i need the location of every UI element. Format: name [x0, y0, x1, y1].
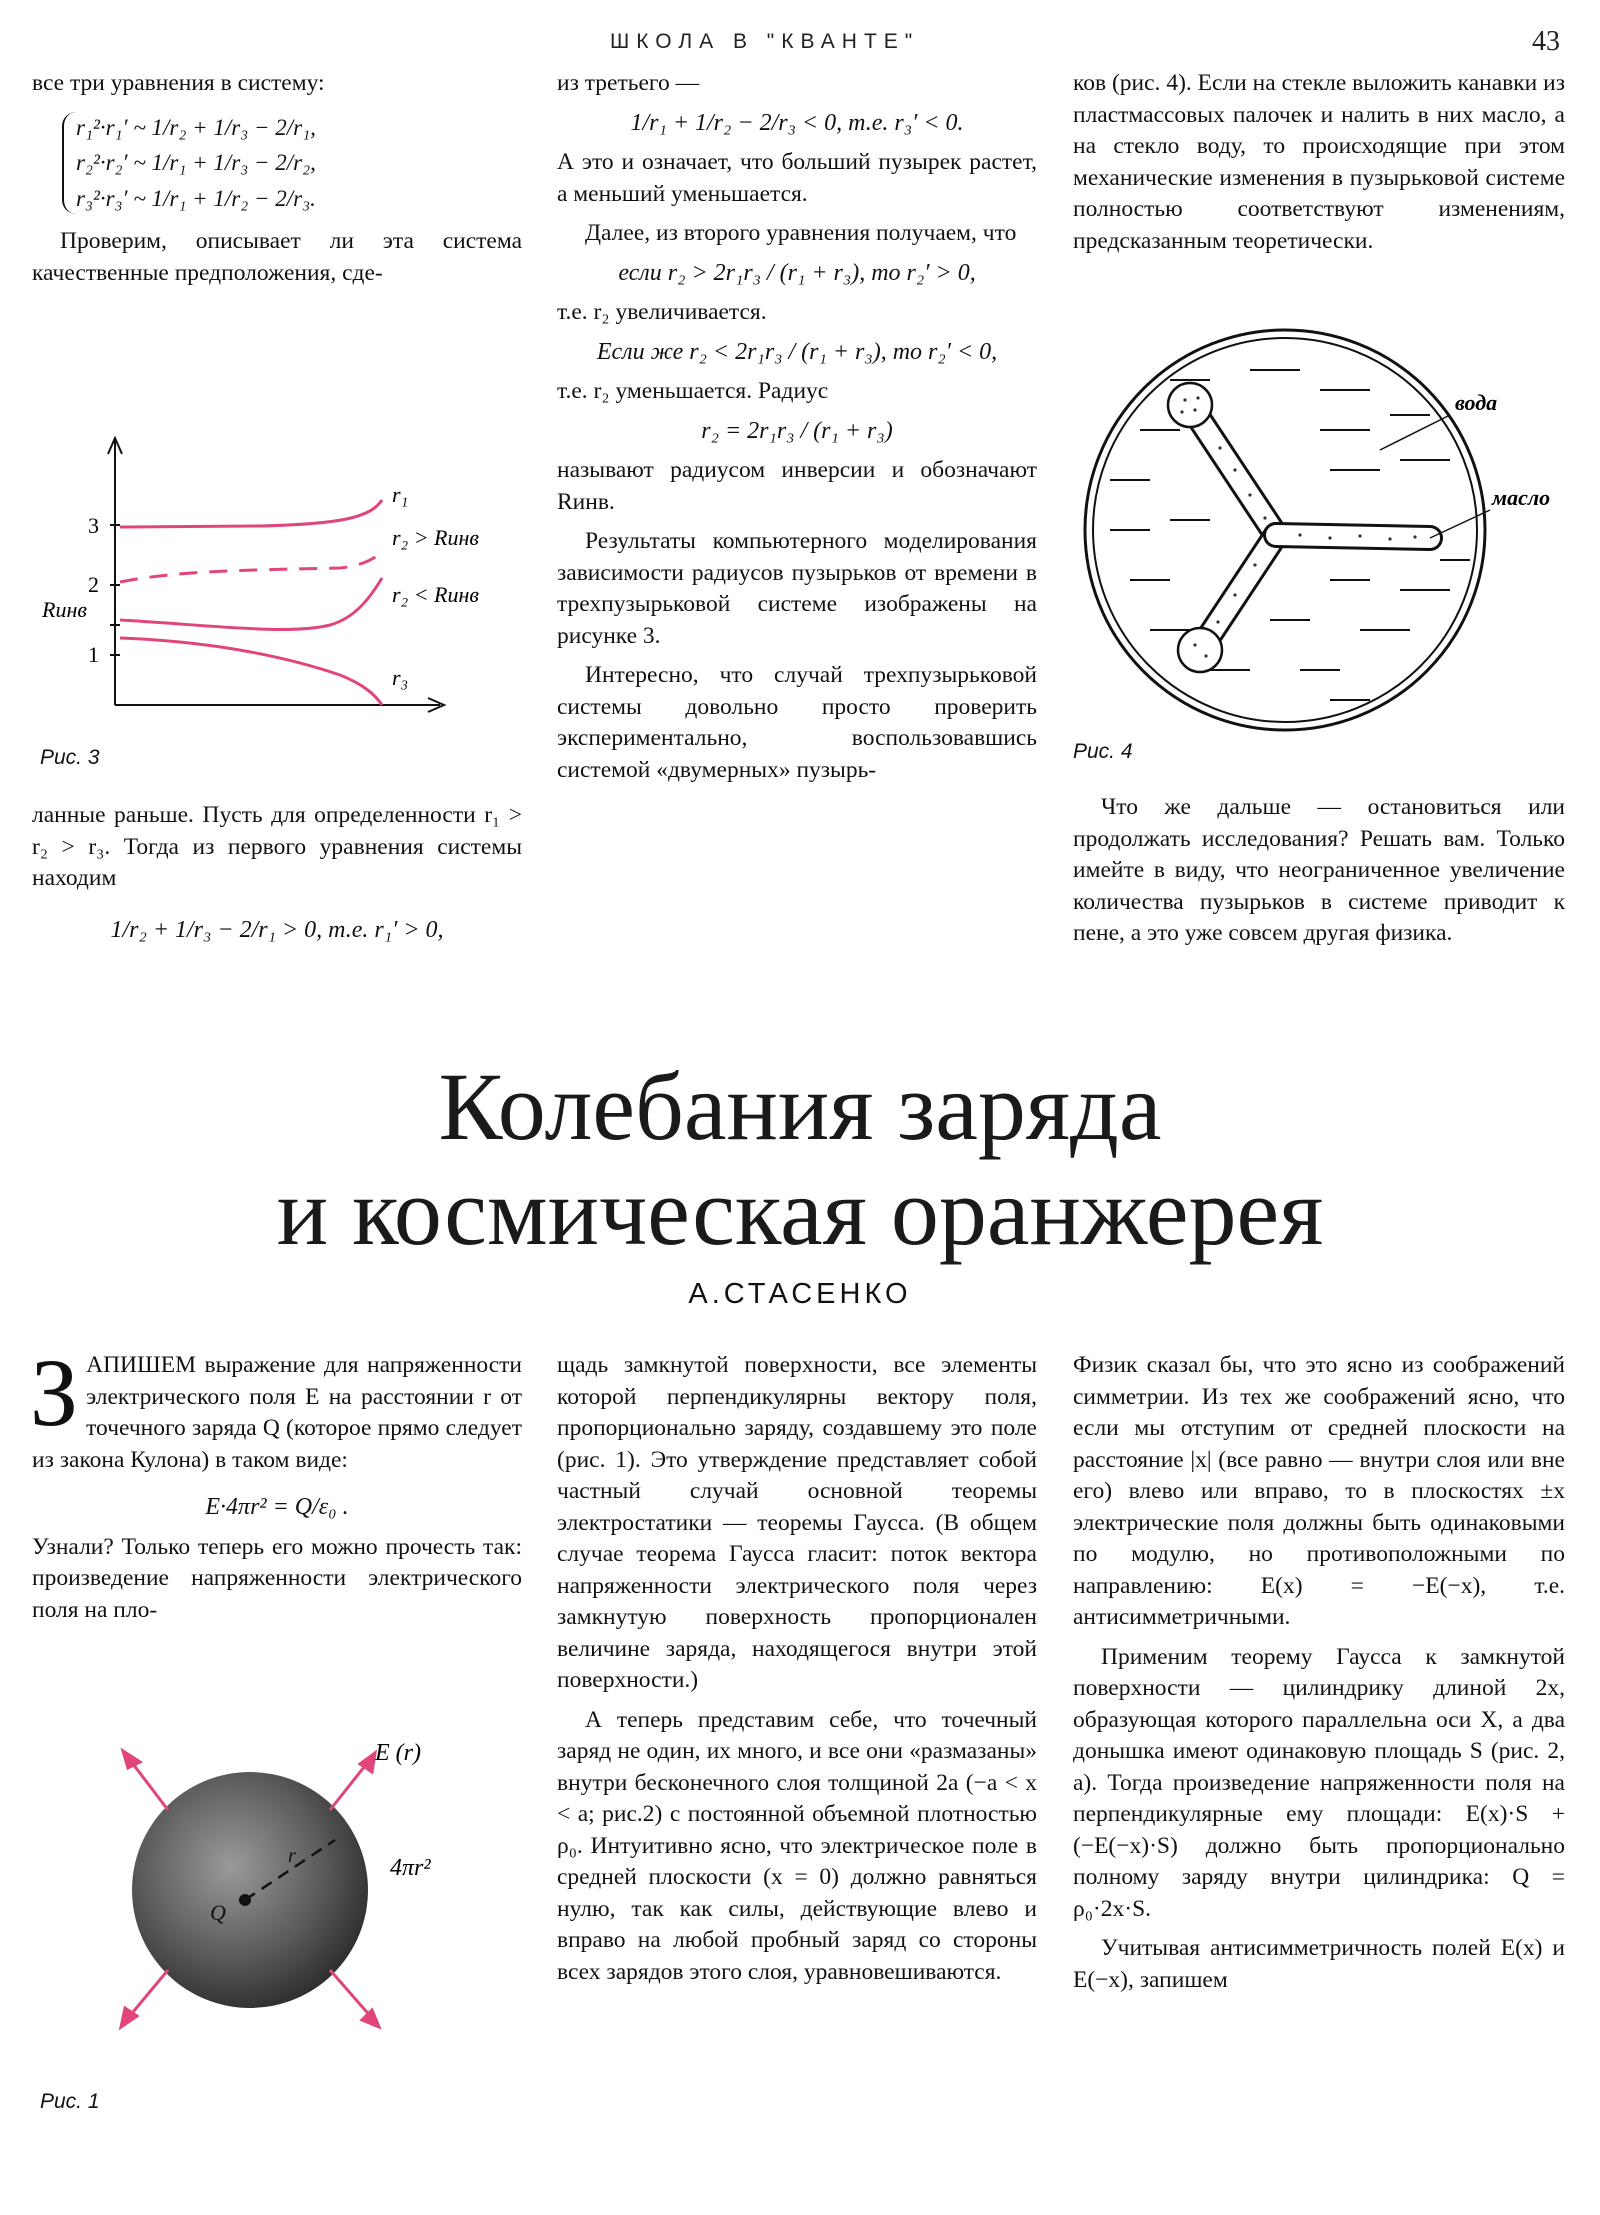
figure-1-drawing [90, 1740, 510, 2040]
top-column-2 [557, 68, 1037, 794]
article-column-3 [1073, 1350, 1565, 2004]
running-title: ШКОЛА В "КВАНТЕ" [610, 30, 920, 53]
label-field: E (r) [375, 1740, 421, 1766]
top-column-3 [1073, 68, 1565, 265]
label-r1: r₁ [392, 482, 409, 507]
curve-r2-greater [120, 552, 382, 582]
paragraph: т.е. r₂ увеличивается. [557, 299, 767, 325]
paragraph: щадь замкнутой поверхности, все элементы которой перпендикулярны вектору поля, пропорционально заряду, создавшему это поле (рис. 1). Это утверждение представляет собой частный случай основной теоремы электростатики — теоремы Гаусса. (В общем случае теорема Гаусса гласит: поток вектора напряженности электрического поля через замкнутую поверхность пропорционален величине заряда, находящегося внутри этой поверхности.) [557, 1352, 1037, 1693]
lead-word: АПИШЕМ [86, 1352, 196, 1378]
article-title-line-1: Колебания заряда [438, 1053, 1162, 1160]
equation: 1/r₂ + 1/r₃ − 2/r₁ > 0, т.е. r₁′ > 0, [110, 916, 444, 943]
article-author: А.СТАСЕНКО [688, 1278, 912, 1310]
figure-4-caption: Рис. 4 [1073, 740, 1133, 763]
y-tick-1: 1 [88, 642, 99, 667]
paragraph: Интересно, что случай трехпузырьковой системы довольно просто проверить экспериментально, воспользовавшись системой «двумерных» пузырь- [557, 662, 1037, 783]
label-oil: масло [1492, 485, 1551, 510]
paragraph: А теперь представим себе, что точечный заряд не один, их много, и все они «размазаны» внутри бесконечного слоя толщиной 2a (−a < x < a; рис.2) с постоянной объемной плотностью ρ₀. Интуитивно ясно, что электрическое поле в средней плоскости (x = 0) должно равняться нулю, так как силы, действующие влево и вправо на любой пробный заряд со стороны всех зарядов этого слоя, уравновешиваются. [557, 1706, 1037, 1985]
top-column-3-continued [1073, 792, 1565, 958]
label-r2-less: r₂ < Rинв [392, 582, 479, 607]
equation: r₂ = 2r₁r₃ / (r₁ + r₃) [701, 417, 893, 444]
paragraph: Проверим, описывает ли эта система качественные предположения, сде- [32, 228, 522, 286]
paragraph: Далее, из второго уравнения получаем, что [585, 220, 1017, 246]
system-intro: все три уравнения в систему: [32, 70, 325, 96]
drop-cap: З [30, 1339, 79, 1446]
system-eq-3: r₃²·r₃′ ~ 1/r₁ + 1/r₂ − 2/r₃. [76, 185, 316, 211]
figure-4-drawing [1070, 320, 1570, 740]
top-column-1-continued [32, 800, 522, 954]
paragraph: Узнали? Только теперь его можно прочесть так: произведение напряженности электрического поля на пло- [32, 1533, 522, 1623]
article-column-2 [557, 1350, 1037, 1996]
paragraph: т.е. r₂ уменьшается. Радиус [557, 378, 829, 404]
article-column-1 [30, 1339, 523, 1634]
figure-1-caption: Рис. 1 [40, 2090, 100, 2113]
top-column-1 [32, 68, 522, 297]
paragraph-text: выражение для напряженности электрического поля E на расстоянии r от точечного заряда Q (которое прямо следует из закона Кулона) в таком виде: [32, 1352, 523, 1473]
figure-3-caption: Рис. 3 [40, 746, 100, 769]
paragraph: ков (рис. 4). Если на стекле выложить канавки из пластмассовых палочек и налить в них масло, а на стекло воду, то происходящие при этом механические изменения в пузырьковой системе полностью соответствуют изменениям, предсказанным теоретически. [1073, 70, 1565, 254]
paragraph: Результаты компьютерного моделирования зависимости радиусов пузырьков от времени в трехпузырьковой системе изображены на рисунке 3. [557, 528, 1037, 649]
label-charge: Q [210, 1900, 226, 1925]
system-eq-1: r₁²·r₁′ ~ 1/r₂ + 1/r₃ − 2/r₁, [76, 114, 316, 140]
y-tick-2: 2 [88, 572, 99, 597]
system-eq-2: r₂²·r₂′ ~ 1/r₁ + 1/r₃ − 2/r₂, [76, 150, 316, 175]
paragraph: из третьего — [557, 70, 700, 96]
label-area: 4πr² [390, 1855, 431, 1881]
label-r3: r₃ [392, 665, 409, 690]
equation: 1/r₁ + 1/r₂ − 2/r₃ < 0, т.е. r₃′ < 0. [630, 109, 964, 136]
curve-r2-less [120, 578, 382, 629]
paragraph: Физик сказал бы, что это ясно из соображений симметрии. Из тех же соображений ясно, что если мы отступим от средней плоскости на расстояние |x| (все равно — внутри слоя или вне его) влево или вправо, то в плоскостях ±x электрические поля должны быть одинаковыми по модулю, но противоположными по направлению: E(x) = −E(−x), т.е. антисимметричными. [1073, 1352, 1565, 1630]
paragraph: Что же дальше — остановиться или продолжать исследования? Решать вам. Только имейте в виду, что неограниченное увеличение количества пузырьков в системе приводит к пене, а это уже совсем другая физика. [1073, 794, 1565, 946]
paragraph: ланные раньше. Пусть для определенности r₁ > r₂ > r₃. Тогда из первого уравнения системы находим [32, 802, 522, 891]
equation: если r₂ > 2r₁r₃ / (r₁ + r₃), то r₂′ > 0, [618, 259, 976, 286]
equation-system [62, 112, 522, 215]
paragraph: называют радиусом инверсии и обозначают Rинв. [557, 457, 1037, 515]
y-label-rinv: Rинв [42, 597, 87, 622]
equation: Если же r₂ < 2r₁r₃ / (r₁ + r₃), то r₂′ < 0, [596, 338, 998, 365]
label-water: вода [1455, 390, 1498, 415]
article-title-line-2: и космическая оранжерея [276, 1158, 1324, 1265]
label-radius: r [288, 1845, 296, 1867]
curve-r1 [120, 500, 382, 527]
paragraph: Учитывая антисимметричность полей E(x) и E(−x), запишем [1073, 1935, 1565, 1993]
paragraph [30, 1339, 523, 1476]
y-tick-3: 3 [88, 513, 99, 538]
paragraph: Применим теорему Гаусса к замкнутой поверхности — цилиндрику длиной 2x, образующая которого параллельна оси X, а два донышка имеют одинаковую площадь S (рис. 2, a). Тогда произведение напряженности поля на перпендикулярные ему площади: E(x)·S + (−E(−x)·S) должно быть пропорционально полному заряду внутри цилиндрика: Q = ρ₀·2x·S. [1073, 1643, 1565, 1922]
page-number: 43 [1532, 26, 1560, 57]
figure-3-graph [40, 430, 510, 730]
curve-r3 [120, 638, 382, 705]
label-r2-greater: r₂ > Rинв [392, 525, 479, 550]
equation: E·4πr² = Q/ε₀ . [205, 1494, 349, 1520]
paragraph: А это и означает, что больший пузырек растет, а меньший уменьшается. [557, 149, 1037, 207]
